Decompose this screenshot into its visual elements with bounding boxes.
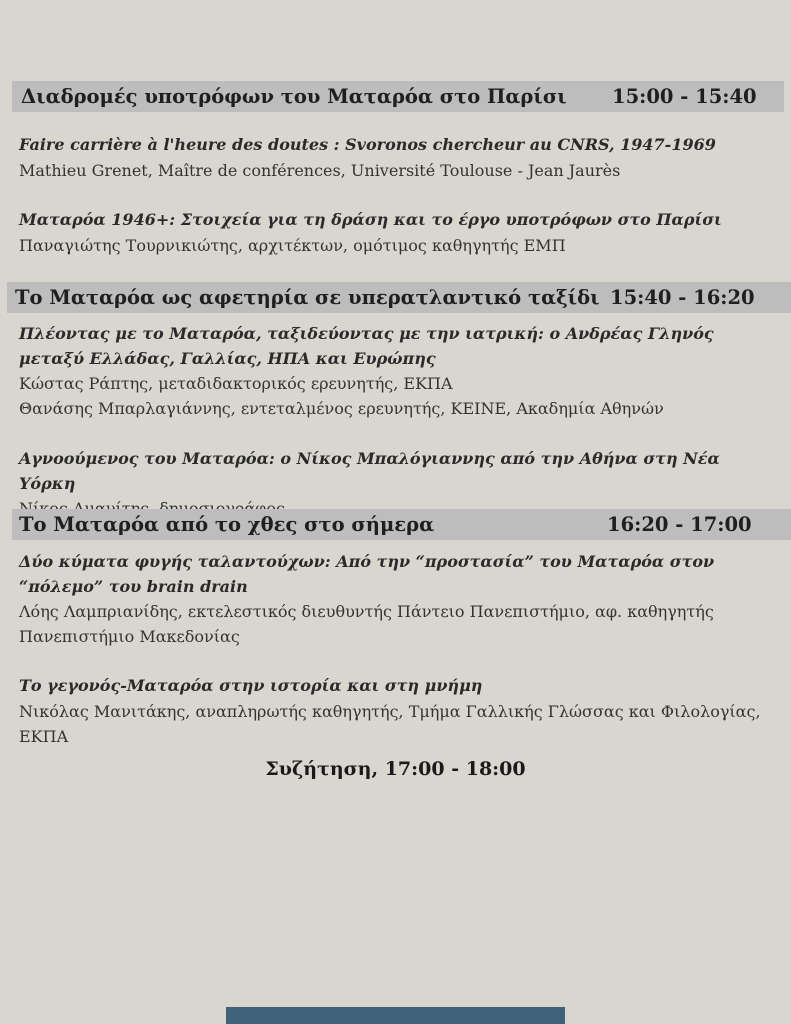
talk-title: Αγνοούμενος του Ματαρόα: ο Νίκος Μπαλόγιαννης από την Αθήνα στη Νέα Υόρκη [19,449,720,493]
talk-title: Το γεγονός-Ματαρόα στην ιστορία και στη μνήμη [19,676,483,695]
talk-item [19,550,779,649]
talk-speaker: Κώστας Ράπτης, μεταδιδακτορικός ερευνητής, ΕΚΠΑ [19,374,453,393]
talk-speaker: Νικόλας Μανιτάκης, αναπληρωτής καθηγητής, Τμήμα Γαλλικής Γλώσσας και Φιλολογίας, ΕΚΠΑ [19,701,761,746]
session-time: 15:40 - 16:20 [610,286,755,309]
session-header-3 [12,509,791,540]
talk-title: Πλέοντας με το Ματαρόα, ταξιδεύοντας με την ιατρική: ο Ανδρέας Γληνός μεταξύ Ελλάδας, Γαλλίας, ΗΠΑ και Ευρώπης [19,324,714,368]
session-header-1 [12,81,784,112]
talk-title: Δύο κύματα φυγής ταλαντούχων: Από την “προστασία” του Ματαρόα στον “πόλεμο” του brain drain [19,552,715,596]
talk-item [19,322,779,421]
talk-title: Faire carrière à l'heure des doutes : Svoronos chercheur au CNRS, 1947-1969 [19,135,716,154]
discussion-heading: Συζήτηση, 17:00 - 18:00 [265,758,526,780]
talk-speaker: Παναγιώτης Τουρνικιώτης, αρχιτέκτων, ομότιμος καθηγητής ΕΜΠ [19,235,566,255]
talk-speaker: Λόης Λαμπριανίδης, εκτελεστικός διευθυντής Πάντειο Πανεπιστήμιο, αφ. καθηγητής Πανεπιστήμιο Μακεδονίας [19,602,714,646]
talk-speaker: Θανάσης Μπαρλαγιάννης, εντεταλμένος ερευνητής, ΚΕΙΝΕ, Ακαδημία Αθηνών [19,399,664,418]
session-time: 16:20 - 17:00 [607,513,752,536]
talk-title: Ματαρόα 1946+: Στοιχεία για τη δράση και το έργο υποτρόφων στο Παρίσι [19,210,722,229]
talk-item [19,208,779,258]
session-title: Το Ματαρόα ως αφετηρία σε υπερατλαντικό ταξίδι [15,286,600,309]
talk-item [19,133,779,183]
talk-item [19,674,779,749]
session-header-2 [7,282,791,313]
session-time: 15:00 - 15:40 [612,85,757,108]
session-title: Διαδρομές υποτρόφων του Ματαρόα στο Παρίσι [21,85,567,108]
footer-color-block [226,1007,565,1024]
talk-speaker: Mathieu Grenet, Maître de conférences, Université Toulouse - Jean Jaurès [19,160,621,180]
session-title: Το Ματαρόα από το χθες στο σήμερα [19,513,435,536]
